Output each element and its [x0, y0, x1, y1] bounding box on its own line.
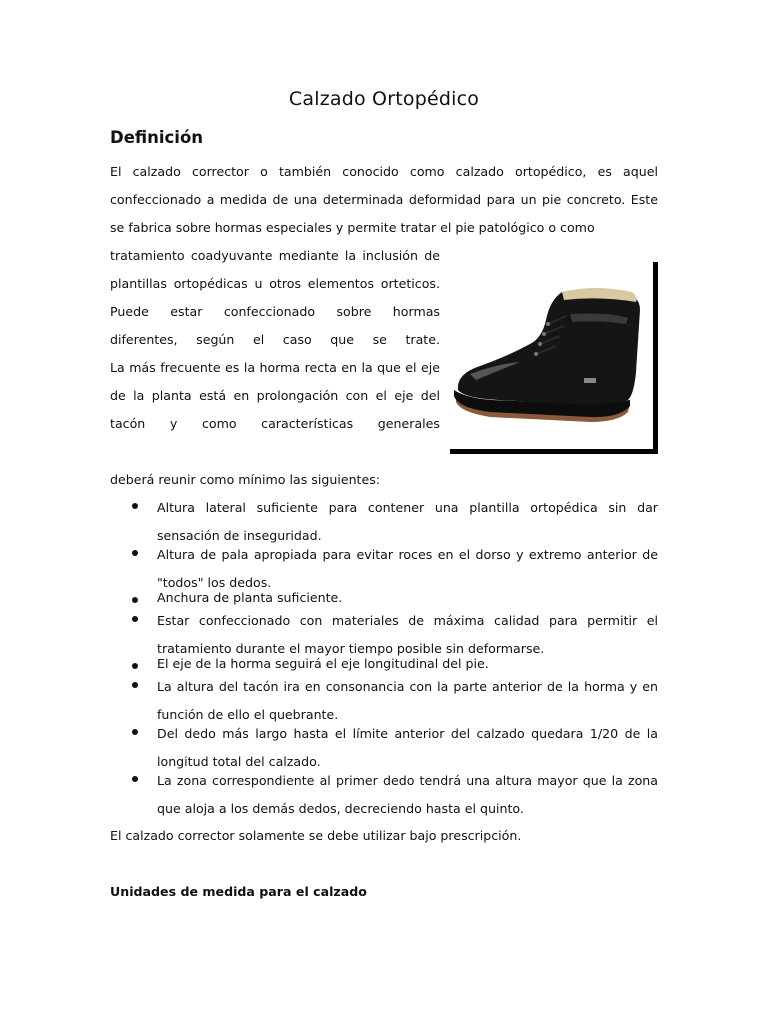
- requirements-list: [110, 494, 658, 814]
- page-title: Calzado Ortopédico: [288, 88, 480, 110]
- bullet-icon: [132, 729, 138, 735]
- bullet-icon: [132, 550, 138, 556]
- section-heading: Definición: [110, 128, 204, 147]
- list-item: Altura de pala apropiada para evitar roces en el dorso y extremo anterior de "todos" los dedos.: [110, 541, 658, 588]
- bullet-icon: [132, 616, 138, 622]
- bullet-icon: [132, 776, 138, 782]
- shoe-image: [450, 262, 658, 454]
- side-text: [110, 242, 440, 438]
- bullet-icon: [132, 597, 138, 603]
- list-item: El eje de la horma seguirá el eje longitudinal del pie.: [110, 654, 658, 673]
- tail-line: deberá reunir como mínimo las siguientes:: [110, 472, 381, 487]
- list-item: Anchura de planta suficiente.: [110, 588, 658, 607]
- bullet-icon: [132, 663, 138, 669]
- side-paragraph-2: Puede estar confeccionado sobre hormas diferentes, según el caso que se trate.: [110, 304, 440, 347]
- bullet-icon: [132, 682, 138, 688]
- list-item: La zona correspondiente al primer dedo tendrá una altura mayor que la zona que aloja a los demás dedos, decreciendo hasta el quinto.: [110, 767, 658, 814]
- bullet-icon: [132, 503, 138, 509]
- list-item: La altura del tacón ira en consonancia con la parte anterior de la horma y en función de ello el quebrante.: [110, 673, 658, 720]
- subheading: Unidades de medida para el calzado: [110, 884, 367, 899]
- closing-paragraph: El calzado corrector solamente se debe utilizar bajo prescripción.: [110, 828, 522, 843]
- shoe-icon: [450, 262, 658, 454]
- side-paragraph-1: tratamiento coadyuvante mediante la inclusión de plantillas ortopédicas u otros elementos orteticos.: [110, 248, 440, 291]
- list-item: Altura lateral suficiente para contener una plantilla ortopédica sin dar sensación de inseguridad.: [110, 494, 658, 541]
- side-paragraph-3: La más frecuente es la horma recta en la que el eje de la planta está en prolongación con el eje del tacón y como características generales: [110, 360, 440, 431]
- list-item: Del dedo más largo hasta el límite anterior del calzado quedara 1/20 de la longitud total del calzado.: [110, 720, 658, 767]
- list-item: Estar confeccionado con materiales de máxima calidad para permitir el tratamiento durante el mayor tiempo posible sin deformarse.: [110, 607, 658, 654]
- intro-paragraph: El calzado corrector o también conocido como calzado ortopédico, es aquel confeccionado a medida de una determinada deformidad para un pie concreto. Este se fabrica sobre hormas especiales y permite tratar el pie patológico o como: [110, 164, 658, 235]
